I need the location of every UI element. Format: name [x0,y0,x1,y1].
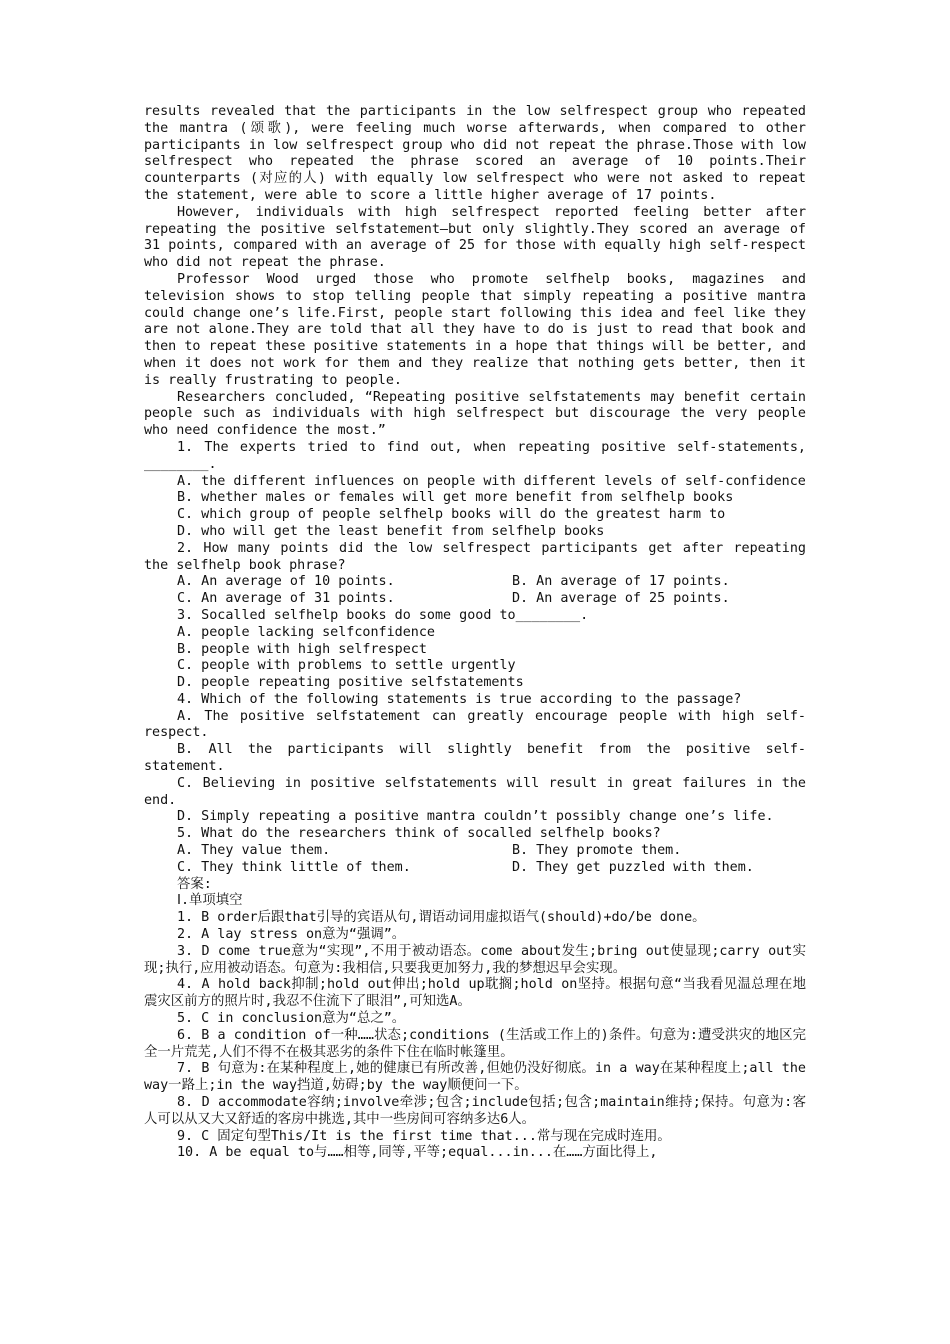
question-3-option-c: C. people with problems to settle urgently [177,658,516,674]
question-4-option-b: B. All the participants will slightly benefit from the positive self-statement. [144,742,806,775]
passage-paragraph-3: Professor Wood urged those who promote selfhelp books, magazines and television shows to stop telling people that simply repeating a positive mantra could change one’s life.First, people start following this idea and feel like they are not alone.They are told that all they have to do is just to read that book and then to repeat these positive statements in a hope that things will be better, and when it does not work for them and they realize that nothing gets better, then it is really frustrating to people. [144,271,806,388]
question-5-option-b: B. They promote them. [512,843,682,859]
question-3-option-a: A. people lacking selfconfidence [177,624,435,640]
question-2-option-c: C. An average of 31 points. [177,591,395,607]
question-2-option-d: D. An average of 25 points. [512,591,730,607]
answer-item: 1. B order后跟that引导的宾语从句,谓语动词用虚拟语气(should)+do/be done。 [177,910,706,926]
question-4-option-d: D. Simply repeating a positive mantra couldn’t possibly change one’s life. [177,809,774,825]
question-1-option-a: A. the different influences on people with different levels of self-confidence [177,473,806,489]
question-1-option-c: C. which group of people selfhelp books will do the greatest harm to [177,507,726,523]
question-4-option-c: C. Believing in positive selfstatements will result in great failures in the end. [144,775,806,808]
answer-item: 7. B 句意为:在某种程度上,她的健康已有所改善,但她仍没好彻底。in a way在某种程度上;all the way一路上;in the way挡道,妨碍;by the way顺便问一下。 [144,1061,806,1094]
answer-item: 3. D come true意为“实现”,不用于被动语态。come about发生;bring out使显现;carry out实现;执行,应用被动语态。句意为:我相信,只要我更加努力,我的梦想迟早会实现。 [144,943,806,976]
question-1-stem: 1. The experts tried to find out, when repeating positive self-statements, ________. [144,439,806,472]
answer-item: 8. D accommodate容纳;involve牵涉;包含;include包括;包含;maintain维持;保持。句意为:客人可以从又大又舒适的客房中挑选,其中一些房间可容纳多达6人。 [144,1095,806,1127]
question-2-option-b: B. An average of 17 points. [512,574,730,590]
question-5-stem: 5. What do the researchers think of socalled selfhelp books? [177,826,661,842]
question-5-options-row-1 [144,843,806,860]
question-5-option-c: C. They think little of them. [177,859,411,875]
question-1-option-d: D. who will get the least benefit from selfhelp books [177,523,605,539]
passage-paragraph-4: Researchers concluded, “Repeating positive selfstatements may benefit certain people such as individuals with high selfrespect but discourage the very people who need confidence the most.” [144,389,806,439]
answer-item: 2. A lay stress on意为“强调”。 [177,927,406,943]
question-3-stem: 3. Socalled selfhelp books do some good to________. [177,607,589,623]
answer-item: 10. A be equal to与……相等,同等,平等;equal...in...在……方面比得上, [177,1145,658,1161]
question-2-option-a: A. An average of 10 points. [177,574,395,590]
answer-item: 5. C in conclusion意为“总之”。 [177,1011,406,1027]
question-4-option-a: A. The positive selfstatement can greatly encourage people with high self-respect. [144,708,806,741]
question-3-option-d: D. people repeating positive selfstatements [177,675,524,691]
question-5-option-d: D. They get puzzled with them. [512,859,754,875]
answers-section-title: Ⅰ.单项填空 [177,893,243,909]
question-2-stem: 2. How many points did the low selfrespect participants get after repeating the selfhelp book phrase? [144,540,806,573]
passage-paragraph-1: results revealed that the participants in the low selfrespect group who repeated the mantra (颂歌), were feeling much worse afterwards, when compared to other participants in low selfrespect group who did not repeat the phrase.Those with low selfrespect who repeated the phrase scored an average of 10 points.Their counterparts (对应的人) with equally low selfrespect who were not asked to repeat the statement, were able to score a little higher average of 17 points. [144,104,806,203]
answers-heading: 答案: [177,876,212,892]
question-2-options-row-2 [144,591,806,608]
passage-paragraph-2: However, individuals with high selfrespect reported feeling better after repeating the positive selfstatement—but only slightly.They scored an average of 31 points, compared with an average of 25 for those with equally high self-respect who did not repeat the phrase. [144,204,806,271]
answer-item: 6. B a condition of一种……状态;conditions (生活或工作上的)条件。句意为:遭受洪灾的地区完全一片荒芜,人们不得不在极其恶劣的条件下住在临时帐篷里。 [144,1027,806,1060]
question-4-stem: 4. Which of the following statements is true according to the passage? [177,691,742,707]
document-page [144,104,806,1162]
question-1-option-b: B. whether males or females will get more benefit from selfhelp books [177,490,734,506]
question-2-options-row-1 [144,574,806,591]
answer-item: 4. A hold back抑制;hold out伸出;hold up耽搁;hold on坚持。根据句意“当我看见温总理在地震灾区前方的照片时,我忍不住流下了眼泪”,可知选A。 [144,977,806,1010]
question-3-option-b: B. people with high selfrespect [177,641,427,657]
question-5-option-a: A. They value them. [177,843,331,859]
question-5-options-row-2 [144,860,806,877]
answer-item: 9. C 固定句型This/It is the first time that...常与现在完成时连用。 [177,1128,671,1144]
